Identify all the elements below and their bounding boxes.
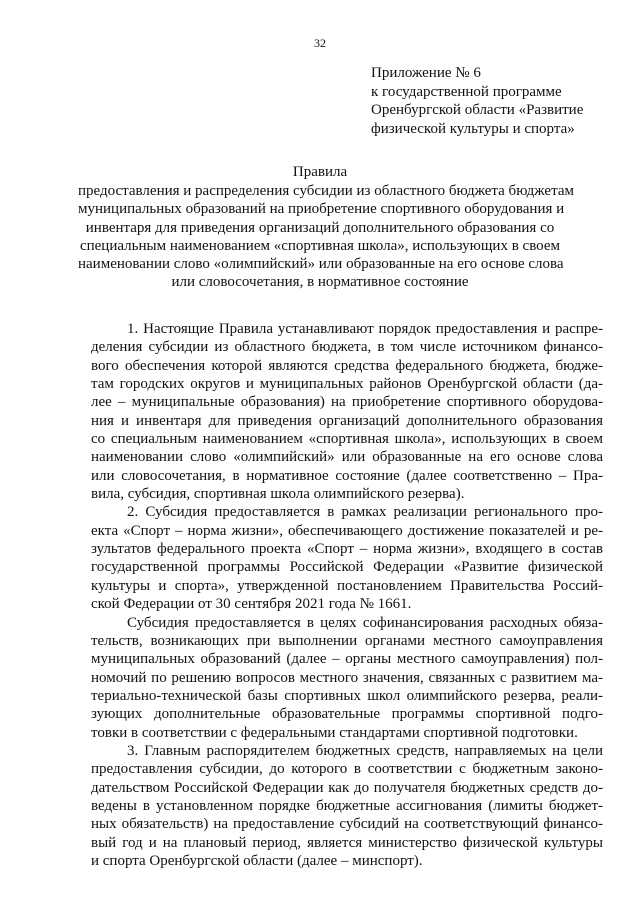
text-line: вый год и на плановый период, является министерство физической культуры xyxy=(91,834,603,851)
text-line: ния и инвентаря для приведения организаций дополнительного образования xyxy=(91,412,603,429)
text-line: ведены в установленном порядке бюджетные ассигнования (лимиты бюджет- xyxy=(91,797,603,814)
text-line: екта «Спорт – норма жизни», обеспечивающего достижение показателей и ре- xyxy=(91,522,603,539)
subtitle-line: муниципальных образований на приобретение спортивного оборудования и xyxy=(78,201,565,218)
text-line: вила, субсидия, спортивная школа олимпийского резерва). xyxy=(91,486,465,503)
text-line: культуры и спорта», утвержденной постановлением Правительства Россий- xyxy=(91,577,603,594)
appendix-line: к государственной программе xyxy=(371,83,562,100)
appendix-line: Оренбургской области «Развитие xyxy=(371,102,584,118)
subtitle-line: специальным наименованием «спортивная школа», использующих в своем xyxy=(79,237,561,254)
paragraph-3 xyxy=(91,614,603,742)
document-body xyxy=(91,320,603,870)
paragraph-4 xyxy=(91,742,603,870)
text-line: 3. Главным распорядителем бюджетных средств, направляемых на цели xyxy=(127,742,603,759)
text-line: деления субсидии из областного бюджета, в том числе источником финансо- xyxy=(91,339,603,356)
text-line: муниципальных образований (далее – органы местного самоуправления) пол- xyxy=(91,651,603,668)
text-line: зующих дополнительные образовательные программы спортивной подго- xyxy=(91,706,603,723)
text-line: товки в соответствии с федеральными стандартами спортивной подготовки. xyxy=(91,724,578,741)
text-line: тельств, возникающих при выполнении органами местного самоуправления xyxy=(91,632,603,649)
page-number: 32 xyxy=(314,36,326,50)
text-line: Субсидия предоставляется в целях софинансирования расходных обяза- xyxy=(127,614,603,631)
appendix-line: Приложение № 6 xyxy=(371,65,481,81)
text-line: зультатов федерального проекта «Спорт – норма жизни», входящего в состав xyxy=(91,541,603,558)
text-line: вого обеспечения которой являются средства федерального бюджета, бюдже- xyxy=(91,357,603,374)
text-line: наименовании слово «олимпийский» или образованные на его основе слова xyxy=(91,449,603,466)
text-line: со специальным наименованием «спортивная школа», использующих в своем xyxy=(91,431,603,448)
appendix-header xyxy=(371,64,621,138)
document-subtitle xyxy=(78,182,574,292)
document-title: Правила xyxy=(292,164,348,180)
paragraph-1 xyxy=(91,320,603,503)
text-line: предоставления субсидии, до которого в соответствии с бюджетным законо- xyxy=(91,761,603,778)
text-line: ных обязательств) на предоставление субсидий на соответствующий финансо- xyxy=(91,816,603,833)
text-line: 1. Настоящие Правила устанавливают порядок предоставления и распре- xyxy=(127,321,603,337)
text-line: государственной программы Российской Федерации «Развитие физической xyxy=(91,559,603,576)
subtitle-line: или словосочетания, в нормативное состояние xyxy=(171,274,469,291)
subtitle-line: инвентаря для приведения организаций дополнительного образования со xyxy=(85,219,555,236)
appendix-line: физической культуры и спорта» xyxy=(371,120,575,137)
text-line: 2. Субсидия предоставляется в рамках реализации регионального про- xyxy=(127,504,603,521)
paragraph-2 xyxy=(91,503,603,613)
subtitle-line: наименовании слово «олимпийский» или образованные на его основе слова xyxy=(78,256,564,273)
text-line: дательством Российской Федерации как до получателя бюджетных средств до- xyxy=(91,779,603,796)
text-line: или словосочетания, в нормативное состояние (далее соответственно – Пра- xyxy=(91,467,603,484)
text-line: ской Федерации от 30 сентября 2021 года № 1661. xyxy=(91,596,412,613)
text-line: териально-технической базы спортивных школ олимпийского резерва, реали- xyxy=(91,687,603,704)
text-line: номочий по решению вопросов местного значения, связанных с развитием ма- xyxy=(91,669,603,686)
subtitle-line: предоставления и распределения субсидии из областного бюджета бюджетам xyxy=(78,183,574,199)
text-line: там городских округов и муниципальных районов Оренбургской области (да- xyxy=(91,376,603,393)
text-line: лее – муниципальные образования) на приобретение спортивного оборудова- xyxy=(91,394,603,411)
text-line: и спорта Оренбургской области (далее – минспорт). xyxy=(91,852,423,869)
